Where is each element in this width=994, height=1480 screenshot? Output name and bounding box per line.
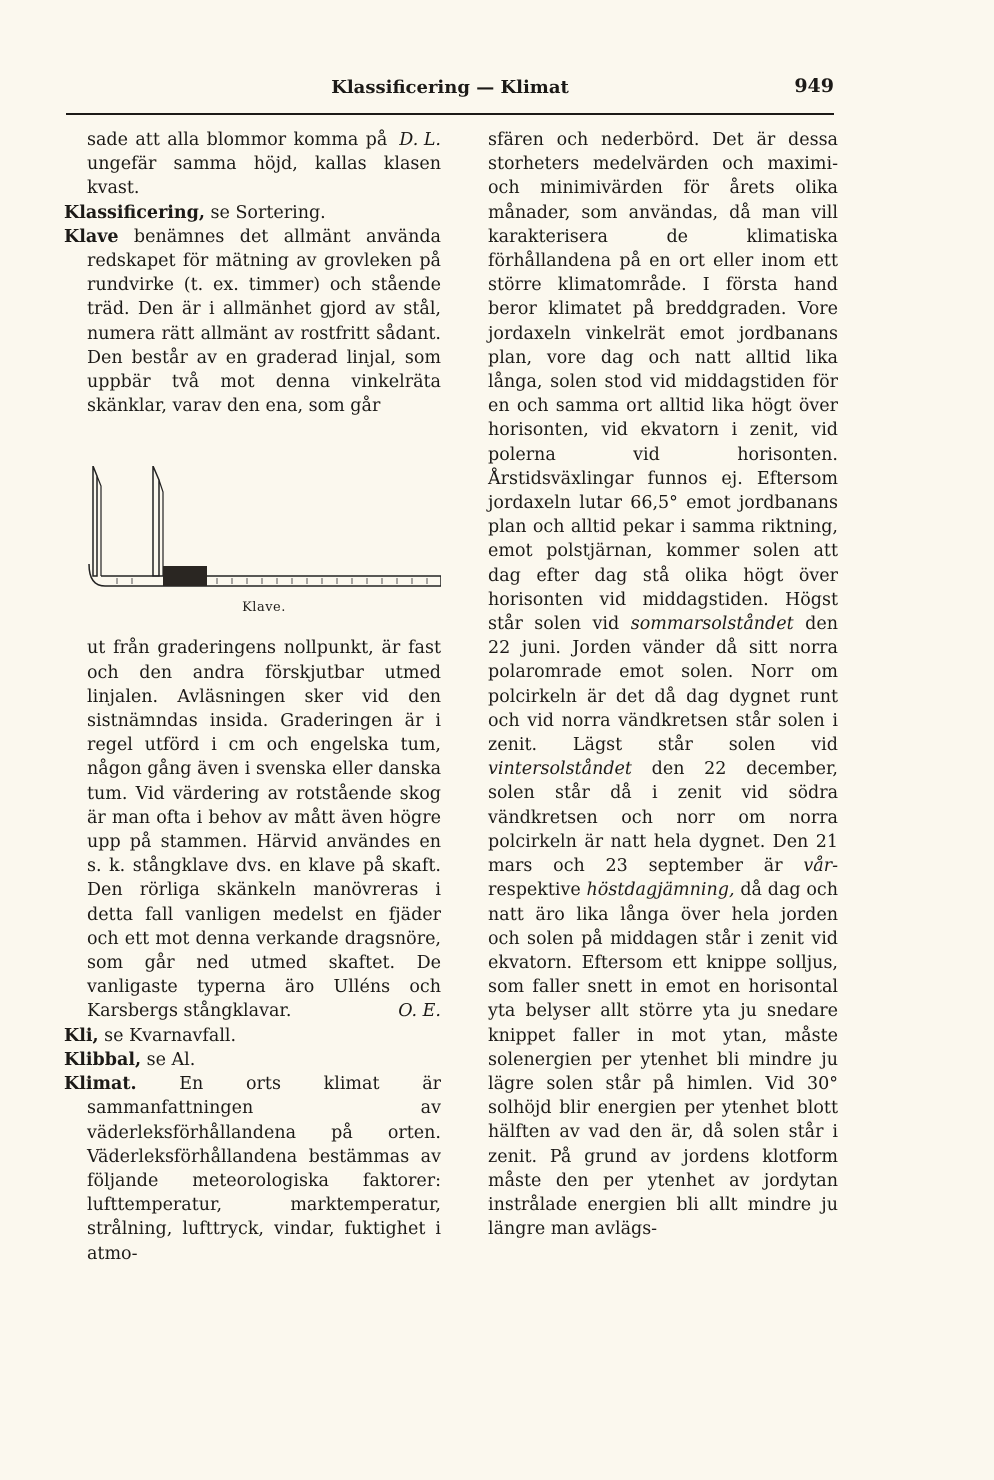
entry-text: se Sortering. [204,202,326,223]
author-signature: D. L. [399,130,441,150]
entry-klave [64,225,441,419]
header-rule [66,113,834,115]
paragraph-text: den 22 juni. Jorden vänder då sitt norra polaromrade emot solen. Norr om polcirkeln är det då dag dygnet runt och vid norra vändkretsen står solen i zenit. Lägst står solen vid [488,614,838,756]
italic-term: höstdagjämning, [586,880,735,901]
paragraph-text: sfären och nederbörd. Det är dessa storheters medelvärden och maximi- och minimivärden för årets olika månader, som användas, då man vill karakterisera de klimatiska förhållandena på en ort eller inom ett större klimatområde. I första hand beror klimatet på breddgraden. Vore jordaxeln vinkelrät emot jordbanans plan, vore dag och natt alltid lika långa, solen stod vid middagstiden för en och samma ort alltid lika högt över horisonten, vid ekvatorn i zenit, vid polerna vid horisonten. Årstidsväxlingar funnos ej. Eftersom jordaxeln lutar 66,5° emot jordbanans plan och alltid pekar i samma riktning, emot polstjärnan, kommer solen att dag efter dag stå olika högt över horisonten vid middagstiden. Högst står solen vid [488,130,838,635]
klave-figure [87,466,441,616]
running-header: Klassificering — Klimat [331,77,569,98]
entry-headword: Kli, [64,1025,99,1046]
paragraph-text: den 22 december, solen står då i zenit vid södra vändkretsen och norr om norra polcirkeln är natt hela dygnet. Den 21 mars och 23 september är [488,759,838,877]
italic-term: sommarsolståndet [630,614,794,635]
figure-caption: Klave. [242,600,286,616]
entry-text: En orts klimat är sammanfattningen av väderleksförhållandena på orten. Väderleksförhållandena bestämmas av följande meteorologiska faktorer: lufttemperatur, marktemperatur, strålning, lufttryck, vindar, fuktighet i atmo- [87,1074,441,1264]
entry-headword: Klimat. [64,1074,137,1095]
entry-text: benämnes det allmänt använda redskapet för mätning av grovleken på rundvirke (t. ex. timmer) och stående träd. Den är i allmänhet gjord av stål, numera rätt allmänt av rostfritt sådant. Den består av en graderad linjal, som uppbär två mot denna vinkelräta skänklar, varav den ena, som går [87,226,441,417]
entry-klibbal [64,1048,441,1072]
paragraph-text: respektive [488,880,587,901]
klave-illustration [87,466,441,590]
continued-paragraph [64,636,441,1023]
left-column [64,128,441,1266]
entry-text: se Al. [141,1049,196,1070]
entry-kli [64,1024,441,1048]
page-number: 949 [794,75,834,97]
entry-klassificering [64,201,441,225]
right-column [488,128,838,1241]
klimat-continued-paragraph [488,128,838,1241]
entry-klimat [64,1072,441,1266]
entry-headword: Klibbal, [64,1049,142,1070]
paragraph-text: ut från graderingens nollpunkt, är fast och den andra förskjutbar utmed linjalen. Avläsningen sker vid den sistnämndas insida. Graderingen är i regel utförd i cm och engelska tum, någon gång även i svenska eller danska tum. Vid värdering av rotstående skog är man ofta i behov av mått även högre upp på stammen. Härvid användes en s. k. stångklave dvs. en klave på skaft. Den rörliga skänkeln manövreras i detta fall vanligen medelst en fjäder och ett mot denna verkande dragsnöre, som går ned utmed skaftet. De vanligaste typerna äro Ulléns och Karsbergs stångklavar. [87,638,441,1022]
author-signature: O. E. [398,1001,441,1022]
paragraph-text: sade att alla blommor komma på ungefär samma höjd, kallas klasen kvast. [87,130,441,199]
entry-text: se Kvarnavfall. [98,1025,237,1046]
entry-headword: Klave [64,226,119,247]
italic-term: vintersolståndet [488,759,632,780]
paragraph-text: då dag och natt äro lika långa över hela jorden och solen på middagen står i zenit vid ekvatorn. Eftersom ett knippe solljus, som faller snett in emot en horisontal yta belyser allt större yta ju snedare knippet faller in mot ytan, måste solenergien per ytenhet bli mindre ju lägre solen står på himlen. Vid 30° solhöjd blir energien per ytenhet blott hälften av vad den är, då solen står i zenit. På grund av jordens klotform måste den per ytenhet av jordytan instrålade energien bli allt mindre ju längre man avlägs- [488,880,838,1240]
entry-headword: Klassificering, [64,202,205,223]
continued-paragraph [64,128,441,201]
italic-term: vår- [803,856,838,877]
